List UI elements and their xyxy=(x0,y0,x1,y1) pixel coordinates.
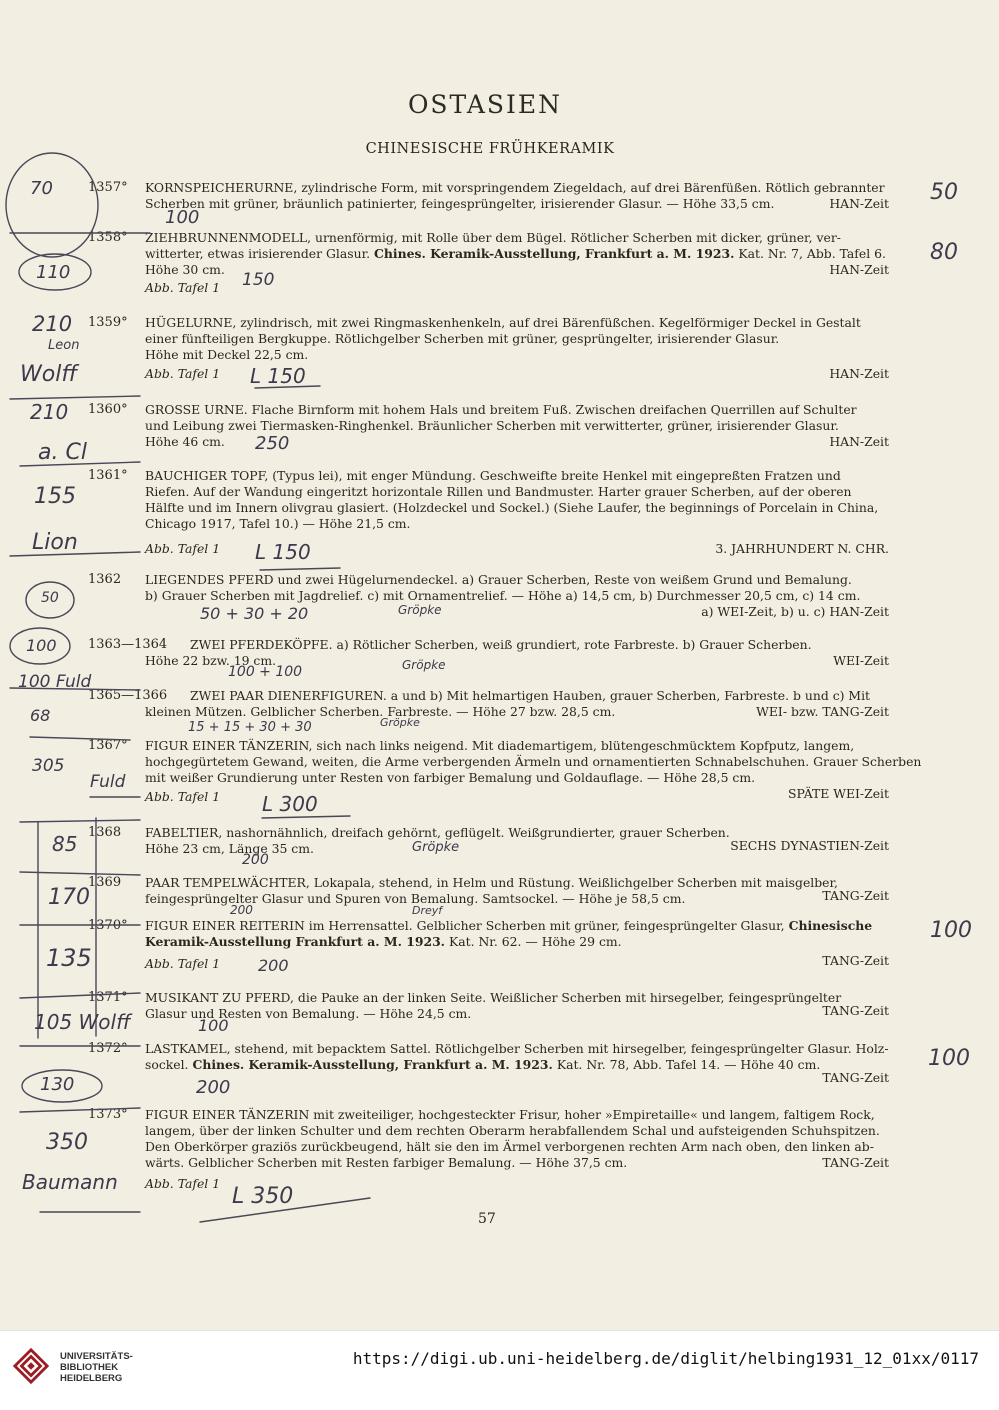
period-label: TANG-Zeit xyxy=(822,1003,889,1018)
lot-text: LIEGENDES PFERD und zwei Hügelurnendeckel. a) Grauer Scherben, Reste von weißem Grund und Bemalung. xyxy=(145,572,852,587)
lot-number: 1357° xyxy=(88,180,128,195)
handwritten-note: Gröpke xyxy=(398,603,442,617)
lot-text: kleinen Mützen. Gelblicher Scherben. Farbreste. — Höhe 27 bzw. 28,5 cm. xyxy=(145,704,616,719)
lot-text: feingesprüngelter Glasur und Spuren von Bemalung. Samtsockel. — Höhe je 58,5 cm. xyxy=(145,891,686,906)
lot-text: FABELTIER, nashornähnlich, dreifach gehörnt, geflügelt. Weißgrundierter, grauer Scherben. xyxy=(145,825,730,840)
handwritten-note: 350 xyxy=(46,1130,88,1155)
period-label: a) WEI-Zeit, b) u. c) HAN-Zeit xyxy=(701,604,889,619)
handwritten-note: 68 xyxy=(30,706,51,725)
period-label: 3. JAHRHUNDERT N. CHR. xyxy=(715,541,889,556)
handwritten-note: 155 xyxy=(34,484,76,509)
lot-text: Höhe 30 cm. xyxy=(145,262,225,277)
lot-text: Höhe 46 cm. xyxy=(145,434,225,449)
handwritten-note: 70 xyxy=(30,178,53,199)
handwritten-note: Gröpke xyxy=(412,840,460,855)
lot-text: Höhe 23 cm, Länge 35 cm. xyxy=(145,841,314,856)
handwritten-note: 105 Wolff xyxy=(34,1010,131,1034)
lot-text: FIGUR EINER TÄNZERIN, sich nach links neigend. Mit diademartigem, blütengeschmücktem Kopfputz, langem, xyxy=(145,738,855,753)
lot-number: 1361° xyxy=(88,468,128,483)
lot-text: ZWEI PAAR DIENERFIGUREN. a und b) Mit helmartigen Hauben, grauer Scherben, Farbreste. b und c) Mit xyxy=(190,688,871,703)
period-label: HAN-Zeit xyxy=(829,434,889,449)
handwritten-note: 210 xyxy=(32,312,73,336)
plate-reference: Abb. Tafel 1 xyxy=(145,789,221,804)
period-label: HAN-Zeit xyxy=(829,196,889,211)
plate-reference: Abb. Tafel 1 xyxy=(145,956,221,971)
handwritten-note: L 300 xyxy=(262,792,318,816)
handwritten-line xyxy=(260,568,340,570)
handwritten-note: 200 xyxy=(196,1077,231,1098)
handwritten-note: L 350 xyxy=(232,1184,294,1209)
handwritten-note: 210 xyxy=(30,400,69,424)
lot-text: MUSIKANT ZU PFERD, die Pauke an der linken Seite. Weißlicher Scherben mit hirsegelber, feingesprüngelter xyxy=(145,990,842,1005)
lot-number: 1362 xyxy=(88,572,122,587)
handwritten-note: 100 xyxy=(198,1016,229,1035)
handwritten-note: 100 xyxy=(928,1046,970,1071)
plate-reference: Abb. Tafel 1 xyxy=(145,366,221,381)
lot-text: GROSSE URNE. Flache Birnform mit hohem Hals und breitem Fuß. Zwischen dreifachen Querrillen auf Schulter xyxy=(145,402,857,417)
plate-reference: Abb. Tafel 1 xyxy=(145,1176,221,1191)
lot-number: 1360° xyxy=(88,402,128,417)
lot-number: 1359° xyxy=(88,315,128,330)
lot-text: langem, über der linken Schulter und dem rechten Oberarm herabfallendem Schal und aufsteigenden Schuhspitzen. xyxy=(145,1123,880,1138)
university-seal-icon xyxy=(12,1347,50,1385)
handwritten-note: 80 xyxy=(930,240,958,265)
lot-text: FIGUR EINER REITERIN im Herrensattel. Gelblicher Scherben mit grüner, feingesprüngelter Glasur, Chinesische xyxy=(145,918,873,933)
handwritten-note: Baumann xyxy=(22,1170,118,1194)
handwritten-note: a. Cl xyxy=(38,440,87,465)
lot-number: 1367° xyxy=(88,738,128,753)
plate-reference: Abb. Tafel 1 xyxy=(145,541,221,556)
lot-text: HÜGELURNE, zylindrisch, mit zwei Ringmaskenhenkeln, auf drei Bärenfüßchen. Kegelförmiger Deckel in Gestalt xyxy=(145,315,861,330)
handwritten-note: 170 xyxy=(48,885,90,910)
handwritten-note: Gröpke xyxy=(380,716,420,729)
period-label: TANG-Zeit xyxy=(822,1155,889,1170)
plate-reference: Abb. Tafel 1 xyxy=(145,280,221,295)
lot-text: wärts. Gelblicher Scherben mit Resten farbiger Bemalung. — Höhe 37,5 cm. xyxy=(145,1155,628,1170)
lot-number: 1358° xyxy=(88,230,128,245)
section-title: CHINESISCHE FRÜHKERAMIK xyxy=(365,141,615,157)
lot-text: sockel. Chines. Keramik-Ausstellung, Frankfurt a. M. 1923. Kat. Nr. 78, Abb. Tafel 14. — Höhe 40 cm. xyxy=(145,1057,821,1072)
handwritten-note: 100 xyxy=(26,636,57,655)
lot-text: Den Oberkörper graziös zurückbeugend, hält sie den im Ärmel verborgenen rechten Arm nach oben, den linken ab- xyxy=(145,1139,874,1154)
lot-text: hochgegürtetem Gewand, weiten, die Arme verbergenden Ärmeln und ornamentierten Schnabelschuhen. Grauer Scherben xyxy=(145,754,922,769)
institution-name: UNIVERSITÄTS- BIBLIOTHEK HEIDELBERG xyxy=(60,1351,133,1384)
handwritten-note: L 150 xyxy=(255,540,311,564)
handwritten-note: 100 xyxy=(930,918,972,943)
handwritten-note: 50 xyxy=(930,180,958,205)
handwritten-note: Gröpke xyxy=(402,658,446,672)
lot-number: 1370° xyxy=(88,918,128,933)
handwritten-note: Leon xyxy=(48,338,80,353)
handwritten-note: 100 xyxy=(165,207,200,228)
viewer-footer xyxy=(0,1330,999,1410)
handwritten-note: 135 xyxy=(46,944,92,972)
lot-text: einer fünfteiligen Bergkuppe. Rötlichgelber Scherben mit grüner, gesprüngelter, irisierender Glasur. xyxy=(145,331,780,346)
lot-text: Scherben mit grüner, bräunlich patinierter, feingesprüngelter, irisierender Glasur. — Höhe 33,5 cm. xyxy=(145,196,775,211)
lot-number: 1369 xyxy=(88,875,122,890)
lot-text: KORNSPEICHERURNE, zylindrische Form, mit vorspringendem Ziegeldach, auf drei Bärenfüßen. Rötlich gebrannter xyxy=(145,180,885,195)
lot-text: LASTKAMEL, stehend, mit bepacktem Sattel. Rötlichgelber Scherben mit hirsegelber, feingesprüngelter Glasur. Holz- xyxy=(145,1041,889,1056)
lot-text: FIGUR EINER TÄNZERIN mit zweiteiliger, hochgesteckter Frisur, hoher »Empiretaille« und langem, faltigem Rock, xyxy=(145,1107,875,1122)
handwritten-line xyxy=(20,1108,140,1112)
lot-number: 1368 xyxy=(88,825,122,840)
period-label: SPÄTE WEI-Zeit xyxy=(788,786,889,801)
lot-text: und Leibung zwei Tiermasken-Ringhenkel. Bräunlicher Scherben mit verwitterter, grüner, irisierender Glasur. xyxy=(145,418,839,433)
handwritten-note: 100 + 100 xyxy=(228,664,303,680)
lot-text: Hälfte und im Innern olivgrau glasiert. (Holzdeckel und Sockel.) (Siehe Laufer, the beginnings of Porcelain in China, xyxy=(145,500,879,515)
handwritten-note: 200 xyxy=(242,852,269,868)
handwritten-note: 50 xyxy=(41,590,59,606)
period-label: TANG-Zeit xyxy=(822,953,889,968)
lot-number: 1372° xyxy=(88,1041,128,1056)
lot-text: Glasur und Resten von Bemalung. — Höhe 24,5 cm. xyxy=(145,1006,472,1021)
handwritten-line xyxy=(262,816,350,818)
handwritten-note: L 150 xyxy=(250,364,306,388)
handwritten-line xyxy=(10,396,140,399)
lot-text: Höhe 22 bzw. 19 cm. xyxy=(145,653,277,668)
lot-text: BAUCHIGER TOPF, (Typus lei), mit enger Mündung. Geschweifte breite Henkel mit eingepreßten Fratzen und xyxy=(145,468,841,483)
handwritten-note: 85 xyxy=(52,832,78,856)
lot-number: 1365—1366 xyxy=(88,688,168,703)
period-label: WEI- bzw. TANG-Zeit xyxy=(756,704,889,719)
period-label: TANG-Zeit xyxy=(822,888,889,903)
handwritten-line xyxy=(30,737,130,740)
handwritten-note: 130 xyxy=(40,1074,75,1095)
lot-text: ZWEI PFERDEKÖPFE. a) Rötlicher Scherben, weiß grundiert, rote Farbreste. b) Grauer Scherben. xyxy=(190,637,812,652)
handwritten-note: 15 + 15 + 30 + 30 xyxy=(188,720,312,735)
lot-text: Chicago 1917, Tafel 10.) — Höhe 21,5 cm. xyxy=(145,516,411,531)
handwritten-note: Dreyf xyxy=(412,904,443,917)
period-label: HAN-Zeit xyxy=(829,366,889,381)
handwritten-note: Lion xyxy=(32,530,78,555)
handwritten-note: Wolff xyxy=(20,362,78,387)
lot-text: PAAR TEMPELWÄCHTER, Lokapala, stehend, in Helm und Rüstung. Weißlichgelber Scherben mit maisgelber, xyxy=(145,875,839,890)
handwritten-note: 200 xyxy=(258,956,289,975)
lot-text: Keramik-Ausstellung Frankfurt a. M. 1923. Kat. Nr. 62. — Höhe 29 cm. xyxy=(145,934,622,949)
handwritten-note: 200 xyxy=(230,903,253,917)
lot-text: ZIEHBRUNNENMODELL, urnenförmig, mit Rolle über dem Bügel. Rötlicher Scherben mit dicker, grüner, ver- xyxy=(145,230,841,245)
lot-number: 1363—1364 xyxy=(88,637,168,652)
handwritten-note: 305 xyxy=(32,756,65,776)
handwritten-circle xyxy=(6,153,98,257)
period-label: HAN-Zeit xyxy=(829,262,889,277)
page-number: 57 xyxy=(478,1211,496,1227)
handwritten-note: 150 xyxy=(242,270,275,290)
handwritten-note: 250 xyxy=(255,433,290,454)
lot-text: mit weißer Grundierung unter Resten von farbiger Bemalung und Goldauflage. — Höhe 28,5 cm. xyxy=(145,770,756,785)
handwritten-note: 50 + 30 + 20 xyxy=(200,604,309,623)
lot-number: 1373° xyxy=(88,1107,128,1122)
lot-text: Höhe mit Deckel 22,5 cm. xyxy=(145,347,309,362)
lot-text: b) Grauer Scherben mit Jagdrelief. c) mit Ornamentrelief. — Höhe a) 14,5 cm, b) Durchmesser 20,5 cm, c) 14 cm. xyxy=(145,588,861,603)
period-label: SECHS DYNASTIEN-Zeit xyxy=(730,838,889,853)
handwritten-note: Fuld xyxy=(90,772,126,792)
page-title: OSTASIEN xyxy=(407,90,563,119)
permalink-url[interactable]: https://digi.ub.uni-heidelberg.de/diglit/helbing1931_12_01xx/0117 xyxy=(352,1349,979,1368)
handwritten-note: 100 Fuld xyxy=(18,672,92,692)
lot-text: witterter, etwas irisierender Glasur. Chines. Keramik-Ausstellung, Frankfurt a. M. 1923. Kat. Nr. 7, Abb. Tafel 6. xyxy=(145,246,886,261)
lot-number: 1371° xyxy=(88,990,128,1005)
lot-text: Riefen. Auf der Wandung eingeritzt horizontale Rillen und Bandmuster. Harter grauer Scherben, auf der oberen xyxy=(145,484,852,499)
period-label: WEI-Zeit xyxy=(833,653,889,668)
period-label: TANG-Zeit xyxy=(822,1070,889,1085)
handwritten-note: 110 xyxy=(36,262,71,283)
